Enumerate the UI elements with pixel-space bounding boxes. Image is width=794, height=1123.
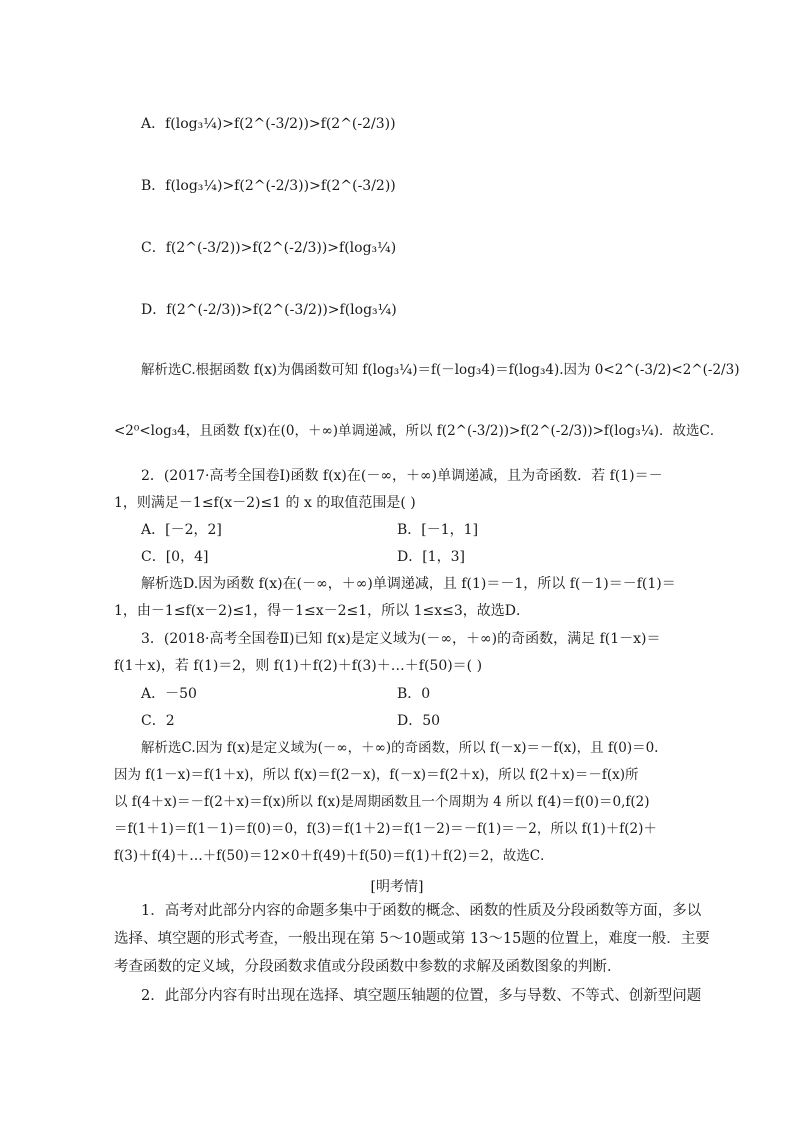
q3-solution-line-1: 解析选C.因为 f(x)是定义域为(－∞，＋∞)的奇函数，所以 f(－x)＝－f(x)，且 f(0)＝0.	[141, 740, 659, 756]
q3-solution-line-2: 因为 f(1－x)＝f(1＋x)，所以 f(x)＝f(2－x)，f(－x)＝f(2＋x)，所以 f(2＋x)＝－f(x)所	[114, 767, 639, 783]
section-title: [明考情]	[370, 879, 424, 895]
q3-stem-line-1: 3．(2018·高考全国卷Ⅱ)已知 f(x)是定义域为(－∞，＋∞)的奇函数，满足 f(1－x)＝	[141, 631, 661, 647]
section-paragraph-line-3: 考查函数的定义域，分段函数求值或分段函数中参数的求解及函数图象的判断．	[114, 959, 622, 975]
q2-solution-line-2: 1，由－1≤f(x－2)≤1，得－1≤x－2≤1，所以 1≤x≤3，故选D．	[114, 603, 531, 619]
q3-option-c: C．2	[141, 713, 175, 729]
q2-option-a: A．[－2，2]	[141, 522, 222, 538]
q1-option-c: C．f(2^(-3/2))>f(2^(-2/3))>f(log₃¼)	[141, 240, 397, 256]
q1-solution-line-1: 解析选C.根据函数 f(x)为偶函数可知 f(log₃¼)＝f(－log₃4)＝f(log₃4).因为 0<2^(-3/2)<2^(-2/3)	[141, 362, 740, 378]
q2-solution-line-1: 解析选D.因为函数 f(x)在(－∞，＋∞)单调递减，且 f(1)＝－1，所以 f(－1)＝－f(1)＝	[141, 576, 676, 592]
q2-option-c: C．[0，4]	[141, 549, 209, 565]
q3-option-b: B．0	[397, 686, 431, 702]
q2-stem-line-1: 2．(2017·高考全国卷Ⅰ)函数 f(x)在(－∞，＋∞)单调递减，且为奇函数．若 f(1)＝－	[141, 468, 663, 484]
q1-solution-line-2: <2⁰<log₃4，且函数 f(x)在(0，＋∞)单调递减，所以 f(2^(-3/2))>f(2^(-2/3))>f(log₃¼)．故选C．	[114, 423, 724, 439]
q2-stem-line-2: 1，则满足－1≤f(x－2)≤1 的 x 的取值范围是( )	[114, 495, 416, 511]
q1-option-a: A．f(log₃¼)>f(2^(-3/2))>f(2^(-2/3))	[141, 116, 396, 132]
q2-option-d: D．[1，3]	[397, 549, 465, 565]
q3-stem-line-2: f(1＋x)，若 f(1)＝2，则 f(1)＋f(2)＋f(3)＋…＋f(50)＝( )	[114, 658, 483, 674]
q1-option-b: B．f(log₃¼)>f(2^(-2/3))>f(2^(-3/2))	[141, 178, 396, 194]
q3-solution-line-4: ＝f(1＋1)＝f(1－1)＝f(0)＝0，f(3)＝f(1＋2)＝f(1－2)＝－f(1)＝－2，所以 f(1)＋f(2)＋	[114, 821, 657, 837]
q2-option-b: B．[－1，1]	[397, 522, 479, 538]
q3-option-d: D．50	[397, 713, 441, 729]
section-paragraph-line-4: 2．此部分内容有时出现在选择、填空题压轴题的位置，多与导数、不等式、创新型问题	[141, 988, 702, 1004]
section-paragraph-line-1: 1．高考对此部分内容的命题多集中于函数的概念、函数的性质及分段函数等方面，多以	[141, 903, 702, 919]
section-paragraph-line-2: 选择、填空题的形式考查，一般出现在第 5～10题或第 13～15题的位置上，难度一般．主要	[114, 931, 710, 947]
q3-solution-line-5: f(3)＋f(4)＋…＋f(50)＝12×0＋f(49)＋f(50)＝f(1)＋f(2)＝2，故选C．	[114, 848, 554, 864]
q1-option-d: D．f(2^(-2/3))>f(2^(-3/2))>f(log₃¼)	[141, 302, 397, 318]
q3-option-a: A．－50	[141, 686, 197, 702]
q3-solution-line-3: 以 f(4＋x)＝－f(2＋x)＝f(x)所以 f(x)是周期函数且一个周期为 4 所以 f(4)＝f(0)＝0,f(2)	[114, 794, 650, 810]
